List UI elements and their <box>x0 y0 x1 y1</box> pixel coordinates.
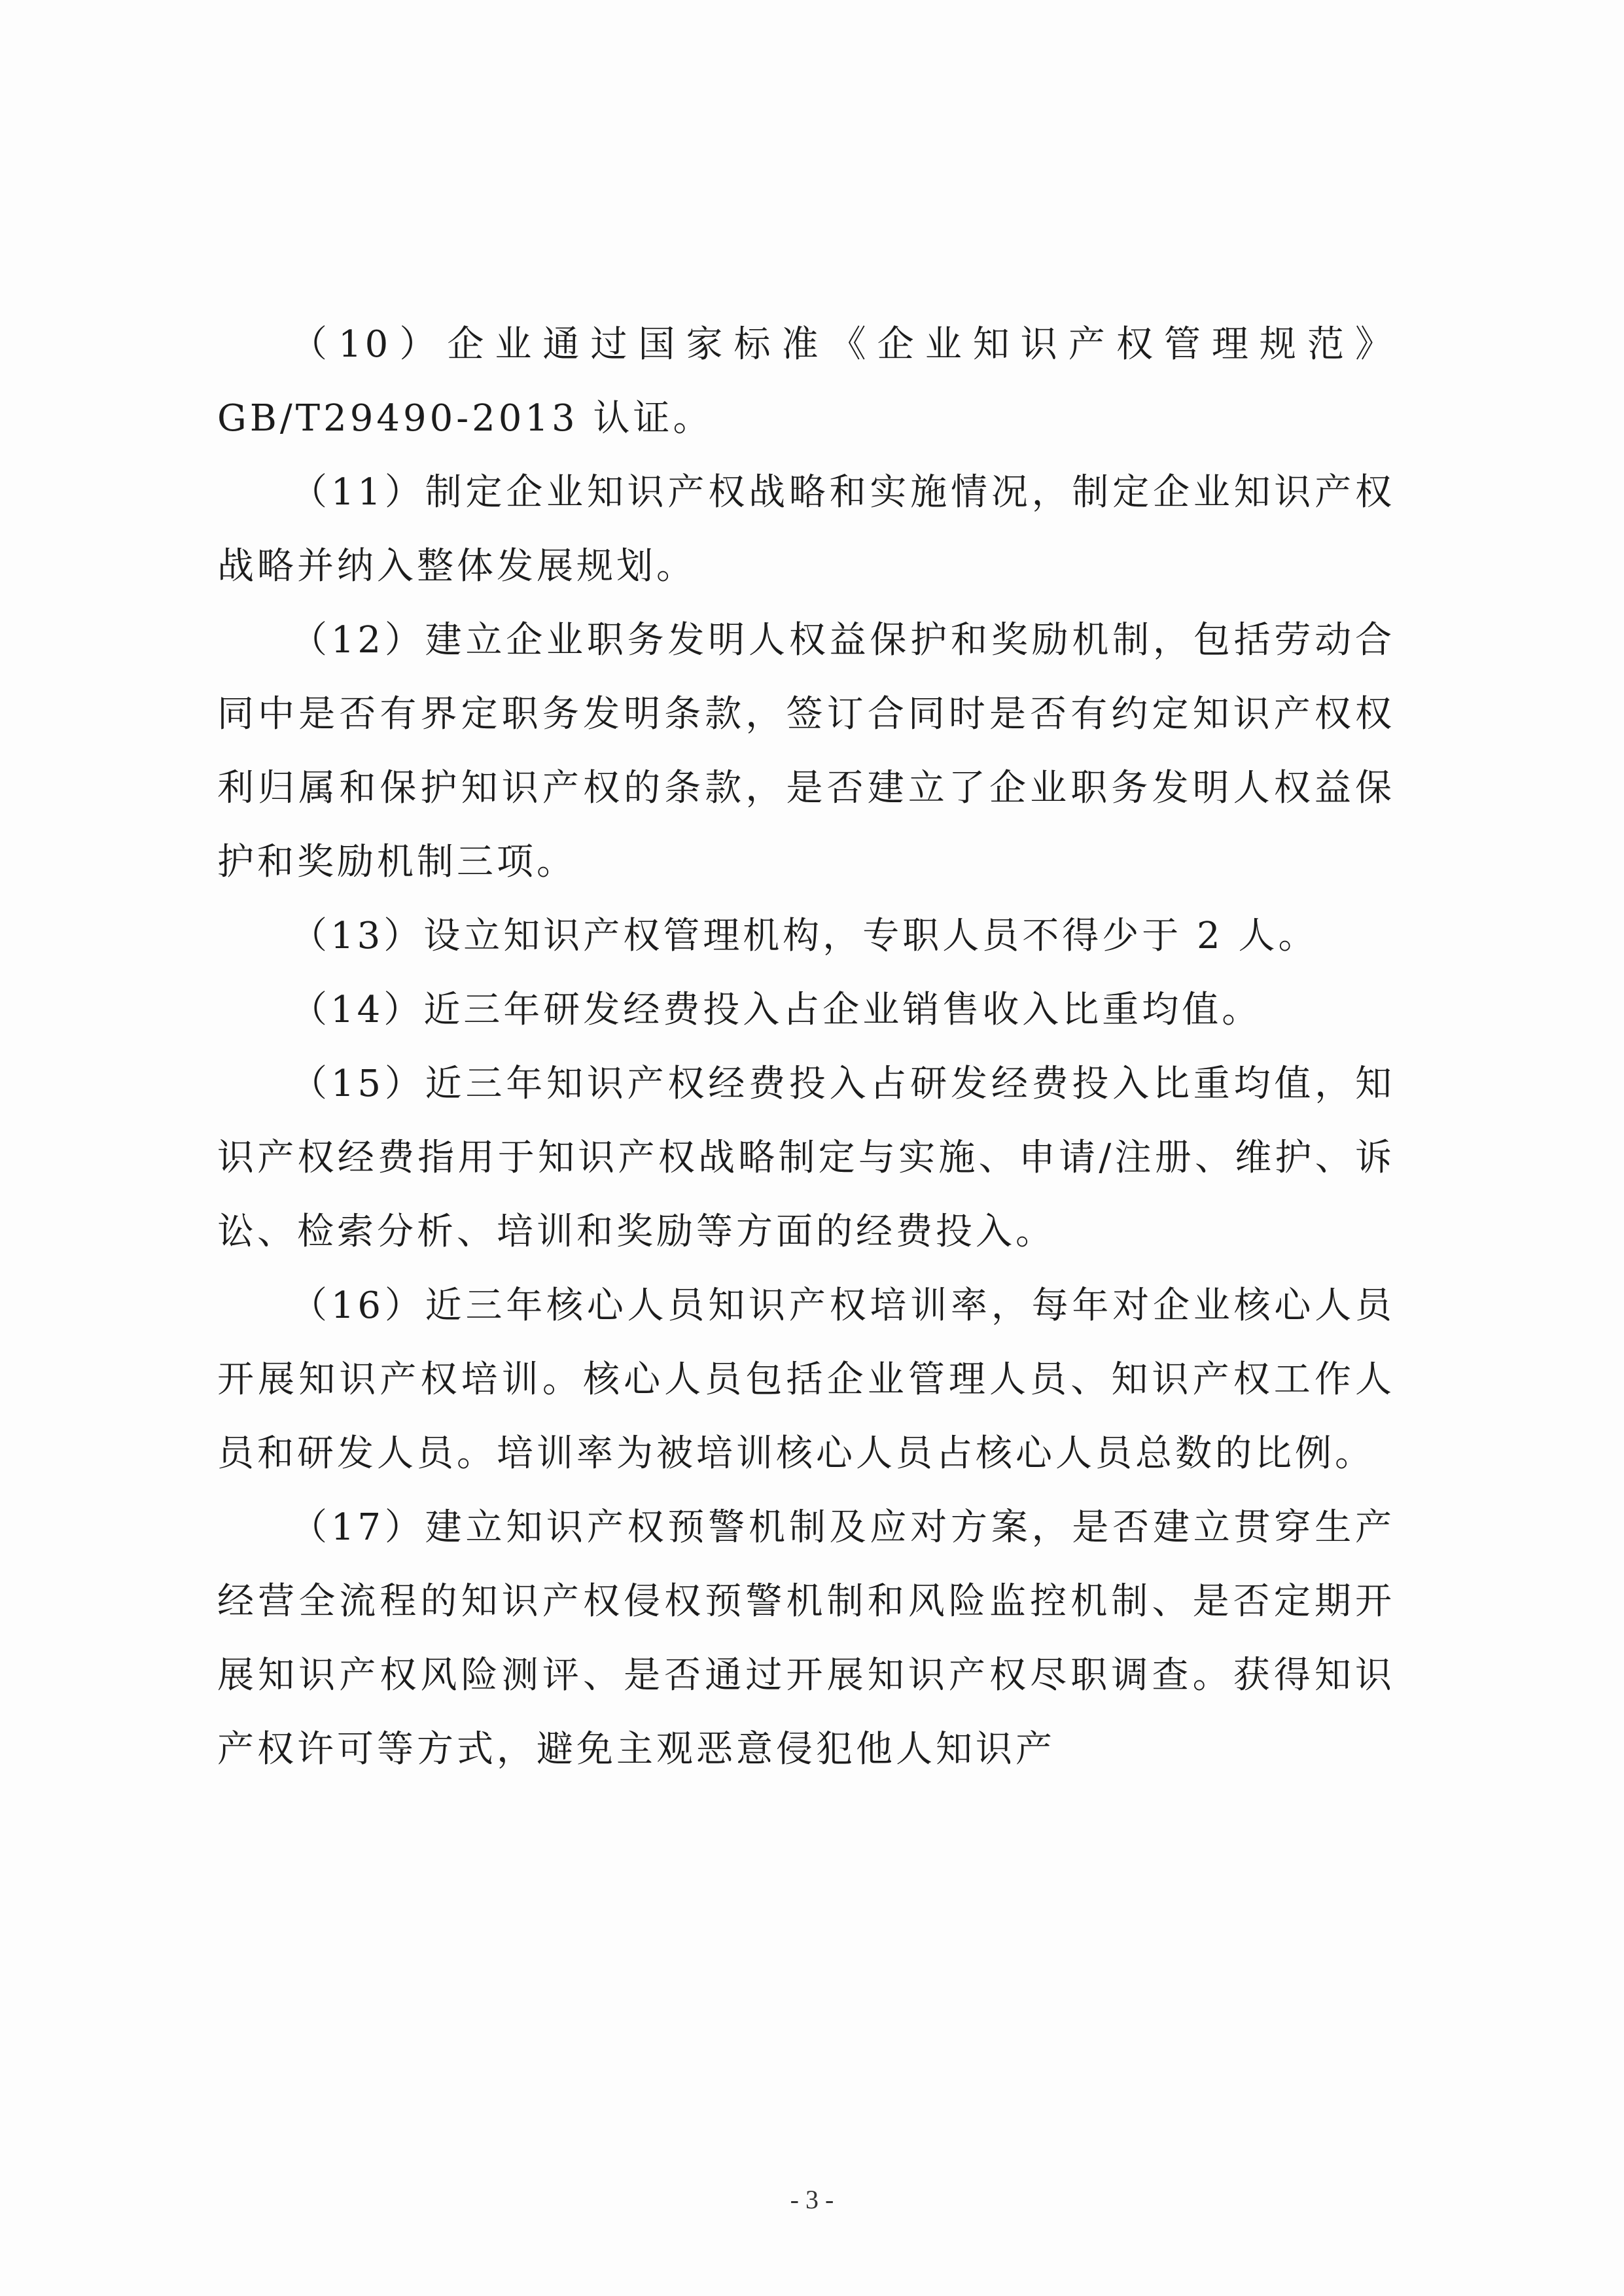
paragraph-16: （16）近三年核心人员知识产权培训率，每年对企业核心人员开展知识产权培训。核心人员包括企业管理人员、知识产权工作人员和研发人员。培训率为被培训核心人员占核心人员总数的比例。 <box>217 1284 1395 1475</box>
paragraph-17: （17）建立知识产权预警机制及应对方案，是否建立贯穿生产经营全流程的知识产权侵权预警机制和风险监控机制、是否定期开展知识产权风险测评、是否通过开展知识产权尽职调查。获得知识产权许可等方式，避免主观恶意侵犯他人知识产 <box>217 1506 1395 1771</box>
paragraph-12: （12）建立企业职务发明人权益保护和奖励机制，包括劳动合同中是否有界定职务发明条款，签订合同时是否有约定知识产权权利归属和保护知识产权的条款，是否建立了企业职务发明人权益保护和奖励机制三项。 <box>217 619 1395 883</box>
paragraph-11: （11）制定企业知识产权战略和实施情况，制定企业知识产权战略并纳入整体发展规划。 <box>217 471 1395 588</box>
paragraph-14: （14）近三年研发经费投入占企业销售收入比重均值。 <box>291 989 1262 1031</box>
paragraph-15: （15）近三年知识产权经费投入占研发经费投入比重均值，知识产权经费指用于知识产权战略制定与实施、申请/注册、维护、诉讼、检索分析、培训和奖励等方面的经费投入。 <box>217 1063 1395 1253</box>
paragraph-10: （10）企业通过国家标准《企业知识产权管理规范》GB/T29490-2013 认证。 <box>217 323 1395 440</box>
page-number: - 3 - <box>790 2185 834 2214</box>
paragraph-13: （13）设立知识产权管理机构，专职人员不得少于 2 人。 <box>291 915 1318 957</box>
document-body <box>217 308 1395 1786</box>
